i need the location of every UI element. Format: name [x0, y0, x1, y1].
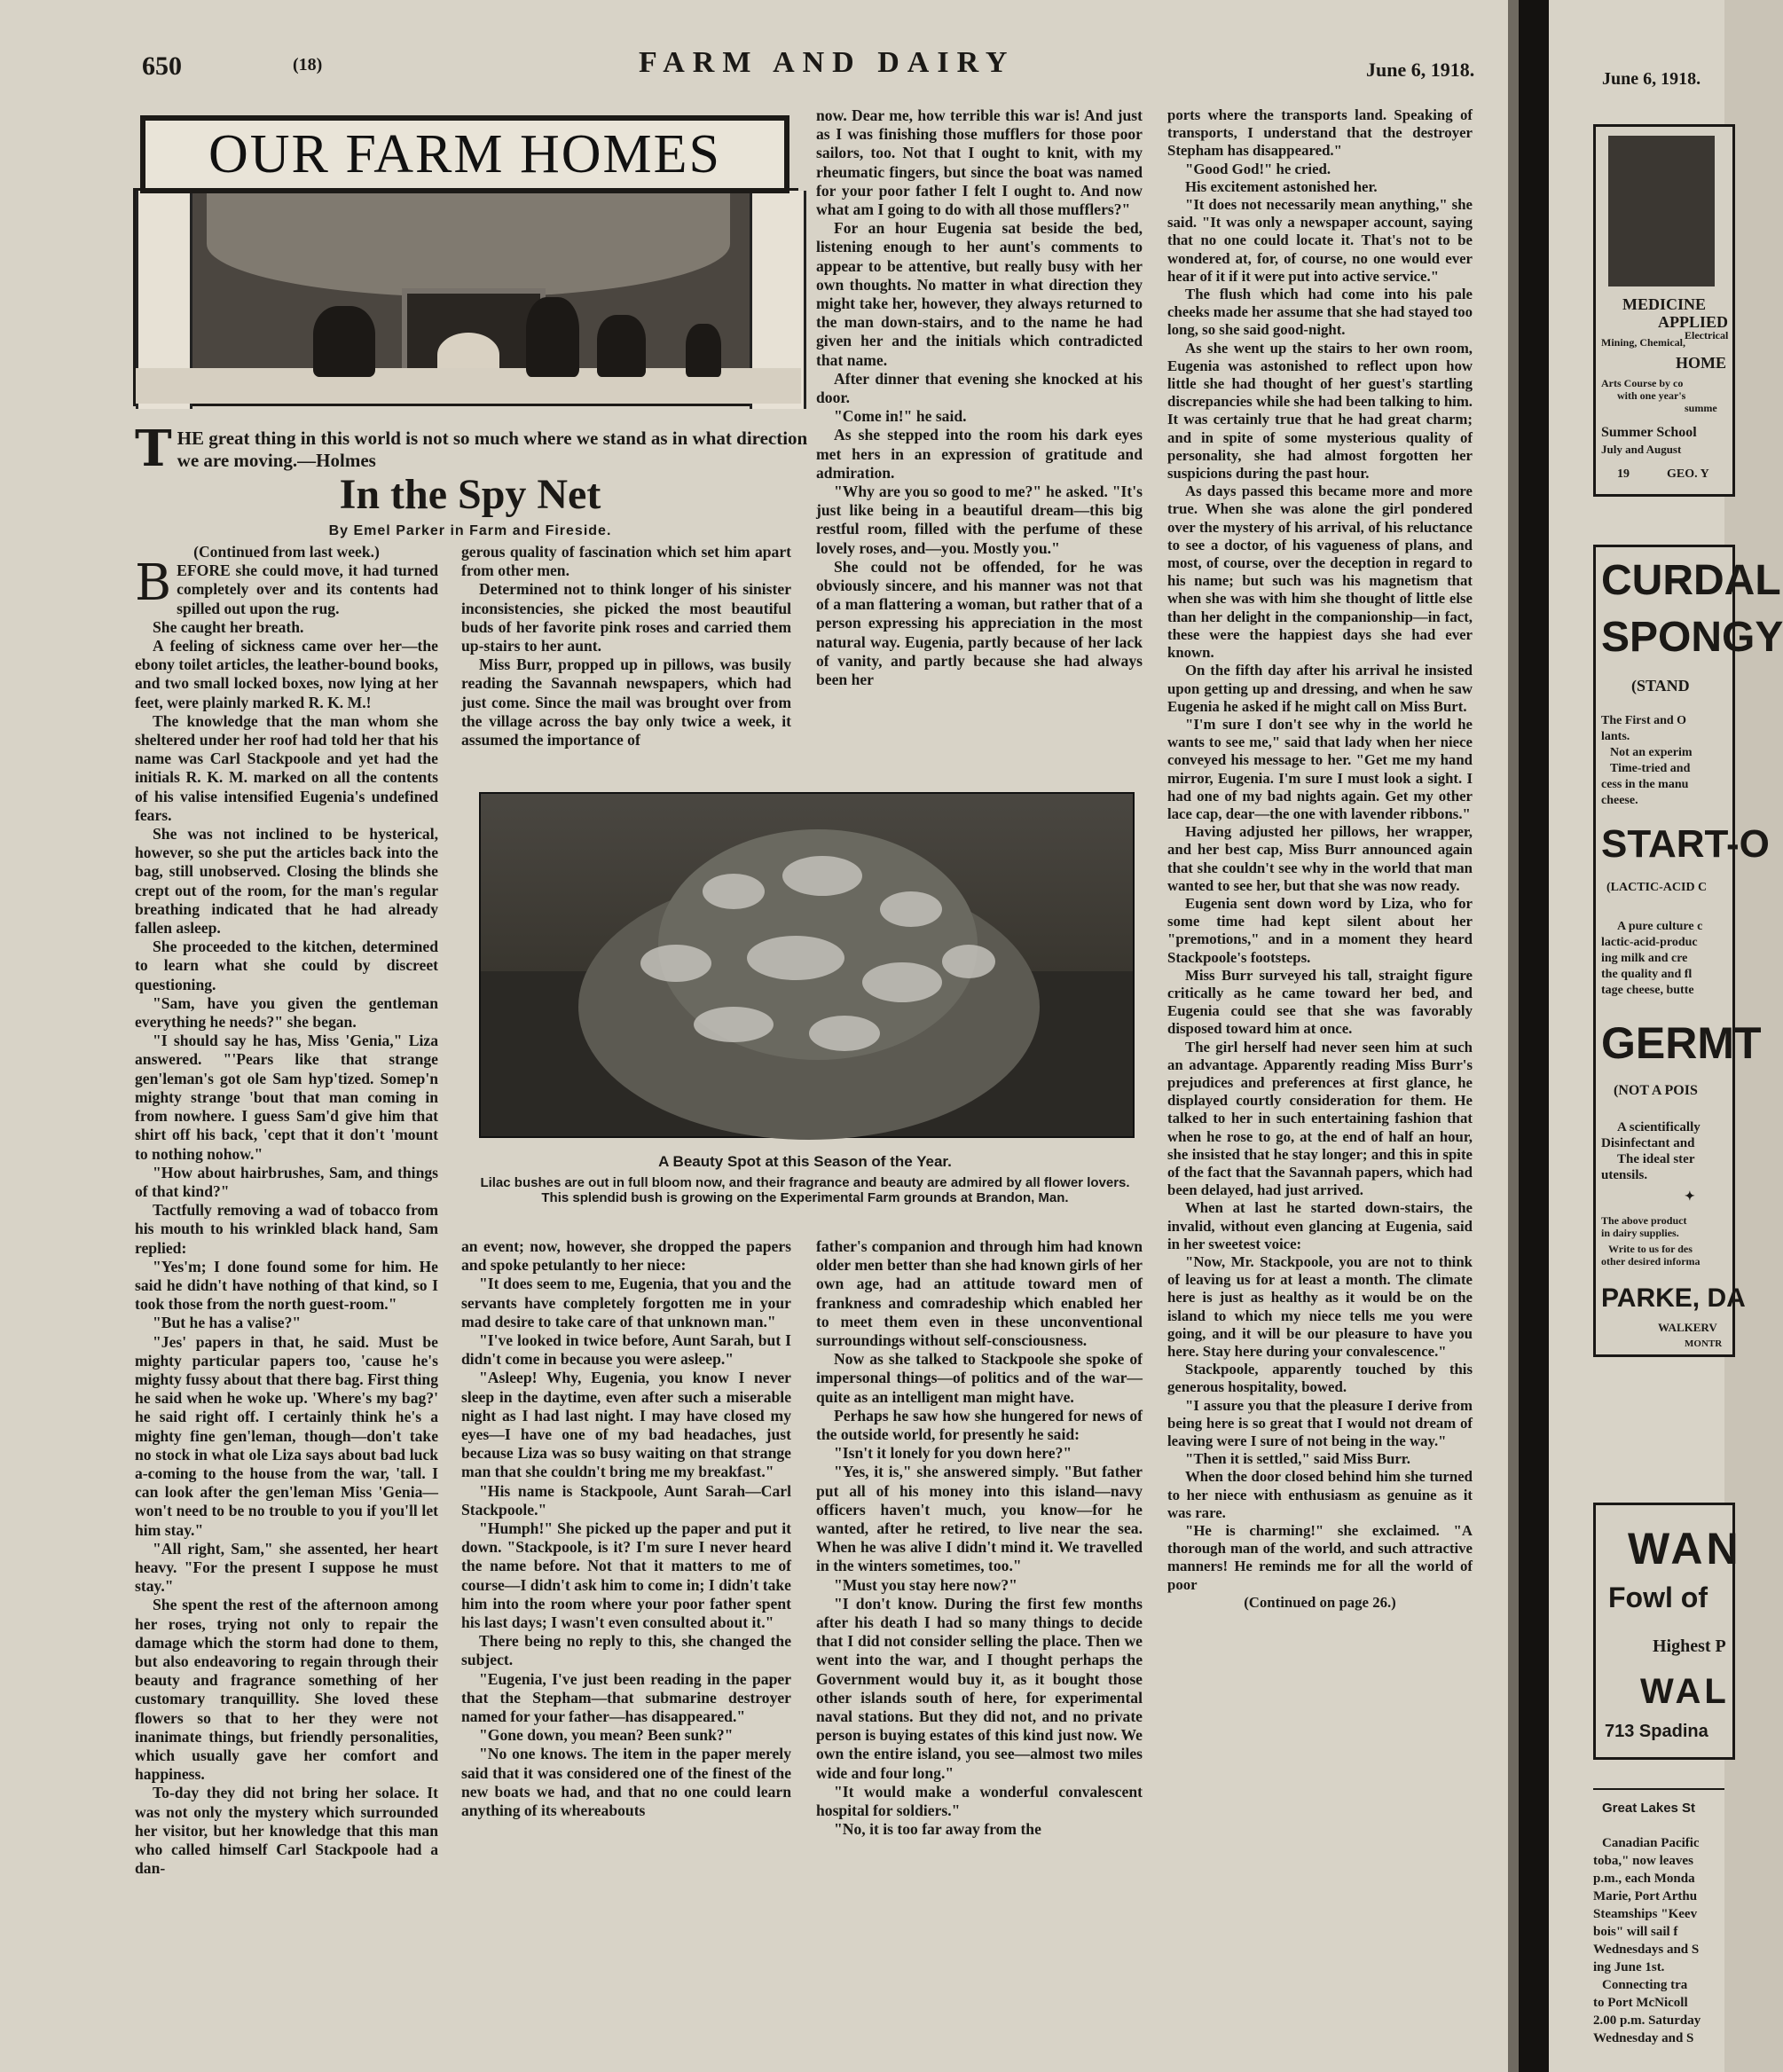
paragraph: Stackpoole, apparently touched by this generous hospitality, bowed.	[1167, 1361, 1473, 1396]
paragraph: Miss Burr surveyed his tall, straight figure critically as he came toward her bed, and Eugenia could see that she was favorably disposed toward him at once.	[1167, 966, 1473, 1038]
paragraph: "I assure you that the pleasure I derive from being here is so great that I would not dream of leaving were I sure of not being in the way."	[1167, 1396, 1473, 1450]
paragraph: When at last he started down-stairs, the invalid, without even glancing at Eugenia, said in her sweetest voice:	[1167, 1199, 1473, 1252]
paragraph: To-day they did not bring her solace. It was not only the mystery which surrounded her visitor, but her knowledge that this man who called himself Carl Stackpoole had a dan-	[135, 1784, 438, 1878]
paragraph: Miss Burr, propped up in pillows, was busily reading the Savannah newspapers, which had just come. Since the mail was brought over from the village across the bay only twice a week, it assumed the importance of	[461, 655, 791, 750]
article-column-1	[135, 543, 438, 1878]
paragraph: Tactfully removing a wad of tobacco from his mouth to his wrinkled black hand, Sam replied:	[135, 1201, 438, 1257]
continued-on-notice: (Continued on page 26.)	[1244, 1593, 1396, 1611]
paragraph: She proceeded to the kitchen, determined to learn what she could by discreet questioning.	[135, 938, 438, 993]
steamship-column: Canadian Pacific toba," now leaves p.m., each Monda Marie, Port Arthu Steamships "Keev bois" will sail f Wednesdays and S ing June 1st. Connecting tra to Port McNicoll 2.00 p.m. Saturday Wednesday and S	[1593, 1836, 1701, 2045]
paragraph: "I'm sure I don't see why in the world he wants to see me," said that lady when her niece conveyed his message to her. "Get me my hand mirror, Eugenia. I'm sure I must look a sight. I had one of my bad nights again. Get my other lace cap, dear—the one with lavender ribbons."	[1167, 715, 1473, 822]
paragraph: "Must you stay here now?"	[834, 1575, 1017, 1594]
section-banner	[133, 99, 798, 406]
paragraph: There being no reply to this, she changed the subject.	[461, 1632, 791, 1669]
paragraph: "It would make a wonderful convalescent hospital for soldiers."	[816, 1782, 1143, 1820]
epigraph-drop-letter: T	[135, 420, 172, 478]
paragraph: "Come in!" he said.	[834, 407, 967, 426]
paragraph: "Good God!" he cried.	[1185, 160, 1331, 177]
paragraph: "Yes'm; I done found some for him. He said he didn't have nothing of that kind, so I took those from the north guest-room."	[135, 1257, 438, 1314]
paragraph: "Isn't it lonely for you down here?"	[834, 1444, 1072, 1463]
page-subnumber: (18)	[293, 55, 323, 75]
epigraph	[135, 420, 809, 478]
school-advertisement: MEDICINE APPLIED Mining, Chemical, Electrical HOME Arts Course by co with one year's summe Summer School July and August 19 GEO. Y	[1593, 124, 1735, 497]
paragraph: Determined not to think longer of his sinister inconsistencies, she picked the most beautiful buds of her favorite pink roses and carried them up-stairs to her aunt.	[461, 580, 791, 655]
article-column-3-top	[816, 106, 1143, 689]
paragraph: "But he has a valise?"	[153, 1314, 302, 1332]
epigraph-text: HE great thing in this world is not so much where we stand as in what direction we are moving.—Holmes	[177, 428, 808, 471]
banner-title-box	[140, 115, 789, 193]
issue-date: June 6, 1918.	[1366, 59, 1475, 81]
dairy-supplies-advertisement: CURDAL SPONGY (STAND The First and O lants. Not an experim Time-tried and cess in the manu cheese. START-O (LACTIC-ACID C A pure culture c lactic-acid-produc ing milk and cre the quality and fl tage cheese, butte GERMT (NOT A POIS A scientifically Disinfectant and The ideal ster utensils. ✦ The above product in dairy supplies. Write to us for des other desired informa PARKE, DA WALKERV MONTR	[1593, 545, 1735, 1357]
paragraph: As she went up the stairs to her own room, Eugenia was astonished to reflect upon how little she had thought of her guest's startling discrepancies while she had been talking to him. It was certainly true that he had great charm; and in spite of some mysterious quality of personality, she had almost forgotten her suspicions during the past hour.	[1167, 339, 1473, 483]
paragraph: now. Dear me, how terrible this war is! And just as I was finishing those mufflers for those poor sailors, too. Not that I ought to knit, with my rheumatic fingers, but since the boat was named for your poor father I felt I ought to. And now what am I going to do with all those mufflers?"	[816, 106, 1143, 219]
diamond-ornament-icon: ✦	[1685, 1190, 1695, 1204]
article-headline: In the Spy Net	[339, 471, 601, 518]
paragraph: The flush which had come into his pale cheeks made her assume that she had stayed too long, so she said good-night.	[1167, 286, 1473, 339]
paragraph: Now as she talked to Stackpoole she spoke of impersonal things—of politics and of the war—quite as an intelligent man might have.	[816, 1350, 1143, 1406]
paragraph: Having adjusted her pillows, her wrapper, and her best cap, Miss Burr announced again that she couldn't see why in the world that man wanted to see her, but that she was now ready.	[1167, 823, 1473, 894]
paragraph: "I don't know. During the first few months after his death I had so many things to decide that I did not consider selling the place. Then we went into the war, and I thought perhaps the Government would buy it, as it bought those other islands south of here, for experimental naval stations. But they did not, and no private person is buying estates of this kind just now. We own the entire island, you see—almost two miles wide and four long."	[816, 1594, 1143, 1782]
paragraph: "I've looked in twice before, Aunt Sarah, but I didn't come in because you were asleep."	[461, 1331, 791, 1369]
paragraph: His excitement astonished her.	[1185, 177, 1378, 195]
paragraph: BEFORE she could move, it had turned completely over and its contents had spilled out upon the rug.	[135, 554, 438, 617]
journal-title: FARM AND DAIRY	[639, 46, 1016, 79]
paragraph: "It does seem to me, Eugenia, that you and the servants have completely forgotten me in your mad desire to take care of that unknown man."	[461, 1275, 791, 1330]
paragraph: When the door closed behind him she turned to her niece with enthusiasm as genuine as it was rare.	[1167, 1468, 1473, 1521]
paragraph: "Eugenia, I've just been reading in the paper that the Stepham—that submarine destroyer named for your father—has disappeared."	[461, 1669, 791, 1726]
paragraph: On the fifth day after his arrival he insisted upon getting up and dressing, and when he saw Eugenia he asked if he might call on Miss Burt.	[1167, 662, 1473, 715]
paragraph: She spent the rest of the afternoon among her roses, trying not only to repair the damage which the storm had done to them, but also endeavoring to regain through their beauty and fragrance something of her customary tranquillity. She loved these flowers so that to her they were not inanimate things, but friendly personalities, which usually gave her comfort and happiness.	[135, 1596, 438, 1784]
page-number: 650	[142, 51, 182, 81]
paragraph: For an hour Eugenia sat beside the bed, listening enough to her aunt's comments to appear to be attentive, but really busy with her own thoughts. No matter in what direction they might take her, however, they always returned to the man down-stairs, and to the name he had given her and the initials which contradicted that name.	[816, 219, 1143, 369]
paragraph: As she stepped into the room his dark eyes met hers in an expression of gratitude and admiration.	[816, 426, 1143, 482]
right-page-date: June 6, 1918.	[1602, 69, 1701, 89]
paragraph: "Asleep! Why, Eugenia, you know I never sleep in the daytime, even after such a miserable night as I had last night. I may have closed my eyes—I have one of my bad headaches, just because Liza was so busy waiting on that strange man that she couldn't bring me my breakfast."	[461, 1369, 791, 1481]
paragraph: "I should say he has, Miss 'Genia," Liza answered. "'Pears like that strange gen'leman's got ole Sam hyp'tized. Somep'n mighty strange 'bout that man coming in from nowhere. I guess Sam'd give him that shirt off his back, 'cept that it don't 'mount to nothing nohow."	[135, 1032, 438, 1163]
photo-caption-title: A Beauty Spot at this Season of the Year.	[658, 1153, 952, 1170]
paragraph: "Yes, it is," she answered simply. "But father put all of his money into this island—navy officers haven't much, you know—for he wanted, after he retired, to live near the sea. When he was alive I didn't mind it. We travelled in the winters sometimes, too."	[816, 1463, 1143, 1575]
paragraph: "No, it is too far away from the	[834, 1820, 1041, 1839]
paragraph: father's companion and through him had known older men better than she had known girls of her own age, had an attitude toward men of frankness and comradeship which enabled her to meet them even in these unconventional surroundings without self-consciousness.	[816, 1237, 1143, 1350]
fireside-illustration	[133, 188, 798, 406]
steamship-column-title: Great Lakes St	[1602, 1801, 1696, 1816]
paragraph: She caught her breath.	[153, 617, 304, 636]
paragraph: "It does not necessarily mean anything," she said. "It was only a newspaper account, saying that no one could locate it. That's not to be wondered at, for, of course, no one would ever hear of it if it were put into active service."	[1167, 196, 1473, 285]
poultry-wanted-advertisement: WAN Fowl of Highest P WAL 713 Spadina	[1593, 1503, 1735, 1760]
paragraph: The girl herself had never seen him at such an advantage. Apparently reading Miss Burr's prejudices and preferences at first glance, he displayed courtly consideration for them. He talked to her in such entertaining fashion that when he rose to go, at the end of half an hour, she insisted that he stay longer; and this in spite of the fact that the Savannah papers, which had been delayed, had just arrived.	[1167, 1038, 1473, 1199]
article-column-2-top	[461, 543, 791, 750]
paragraph: She was not inclined to be hysterical, however, so she put the articles back into the bag, still unobserved. Closing the blinds she crept out of the room, for the man's regular breathing indicated that he had already fallen asleep.	[135, 825, 438, 938]
paragraph: "Jes' papers in that, he said. Must be mighty particular papers too, 'cause he's mighty fussy about that there bag. First thing he said when he woke up. 'Where's my bag?' he said right off. I certainly think he's a mighty fine gen'leman, though—don't take no stock in what ole Liza says about bad luck a-coming to the house from the war, 'tall. I can look after the gen'leman Miss 'Genia—won't need to be no trouble to you if you'll let him stay."	[135, 1332, 438, 1539]
drop-cap: B	[135, 554, 172, 613]
paragraph: "No one knows. The item in the paper merely said that it was considered one of the finest of the new boats we had, and that no one could learn anything of its whereabouts	[461, 1745, 791, 1820]
lilac-bush-photo	[479, 792, 1135, 1138]
paragraph: "Now, Mr. Stackpoole, you are not to think of leaving us for at least a month. The climate here is just as healthy as it would be on the island to which my niece tells me you were going, and it will be our pleasure to have you here. Stay here during your convalescence."	[1167, 1253, 1473, 1361]
paragraph: "Gone down, you mean? Been sunk?"	[479, 1726, 734, 1745]
paragraph: As days passed this became more and more true. When she was alone the girl pondered over the mystery of his arrival, of his reluctance to see a doctor, of his vagueness of plans, and most, of course, over the deception in regard to his name; but such was his magnetism that when she was with him she thought of little else than her delight in the companionship—in fact, these were the happiest days she had ever known.	[1167, 483, 1473, 662]
article-column-3-bottom	[816, 1237, 1143, 1840]
page-gutter	[1519, 0, 1549, 2072]
paragraph: "Then it is settled," said Miss Burr.	[1185, 1450, 1410, 1468]
continued-notice: (Continued from last week.)	[193, 543, 380, 561]
paragraph: ports where the transports land. Speaking of transports, I understand that the destroyer Stepham has disappeared."	[1167, 106, 1473, 160]
paragraph: "How about hairbrushes, Sam, and things of that kind?"	[135, 1163, 438, 1200]
photo-caption-text: Lilac bushes are out in full bloom now, and their fragrance and beauty are admired by all flower lovers. This splendid bush is growing on the Experimental Farm grounds at Brandon, Man.	[480, 1175, 1130, 1205]
paragraph: "All right, Sam," she assented, her heart heavy. "For the present I suppose he must stay."	[135, 1539, 438, 1596]
paragraph: "Why are you so good to me?" he asked. "It's just like being in a beautiful dream—this big restful room, filled with the perfume of these lovely roses, and—you. Mostly you."	[816, 483, 1143, 557]
paragraph: an event; now, however, she dropped the papers and spoke petulantly to her niece:	[461, 1237, 791, 1275]
paragraph: She could not be offended, for he was obviously sincere, and his manner was not that of a man flattering a woman, but rather that of a person expressing his appreciation in the most natural way. Eugenia, partly because of her lack of vanity, and partly because she had always been her	[816, 557, 1143, 689]
paragraph: gerous quality of fascination which set him apart from other men.	[461, 543, 791, 580]
paragraph: "Sam, have you given the gentleman everything he needs?" she began.	[135, 993, 438, 1032]
paragraph: "Humph!" She picked up the paper and put it down. "Stackpoole, is it? I'm sure I never heard the name before. Not that it matters to me of course—I didn't ask him to come in; I didn't take him into the room where your poor father spent his last days; I wasn't even consulted about it."	[461, 1519, 791, 1632]
paragraph: A feeling of sickness came over her—the ebony toilet articles, the leather-bound books, and two small locked boxes, now lying at her feet, were plainly marked R. K. M.!	[135, 637, 438, 711]
paragraph: "His name is Stackpoole, Aunt Sarah—Carl Stackpoole."	[461, 1481, 791, 1519]
paragraph: The knowledge that the man whom she sheltered under her roof had told her that his name was Carl Stackpoole and yet had the initials R. K. M. marked on all the contents of his valise intensified Eugenia's undefined fears.	[135, 711, 438, 824]
article-column-2-bottom	[461, 1237, 791, 1820]
paragraph: Perhaps he saw how she hungered for news of the outside world, for presently he said:	[816, 1406, 1143, 1444]
paragraph: "He is charming!" she exclaimed. "A thorough man of the world, and such attractive manners! He reminds me for all the world of poor	[1167, 1522, 1473, 1593]
paragraph: After dinner that evening she knocked at his door.	[816, 369, 1143, 407]
article-column-4	[1167, 106, 1473, 1612]
building-illustration	[1608, 136, 1715, 286]
article-byline: By Emel Parker in Farm and Fireside.	[328, 523, 612, 538]
paragraph: Eugenia sent down word by Liza, who for some time had kept silent about her "premotions," and in a moment they heard Stackpoole's footsteps.	[1167, 894, 1473, 966]
banner-title: OUR FARM HOMES	[208, 123, 722, 184]
